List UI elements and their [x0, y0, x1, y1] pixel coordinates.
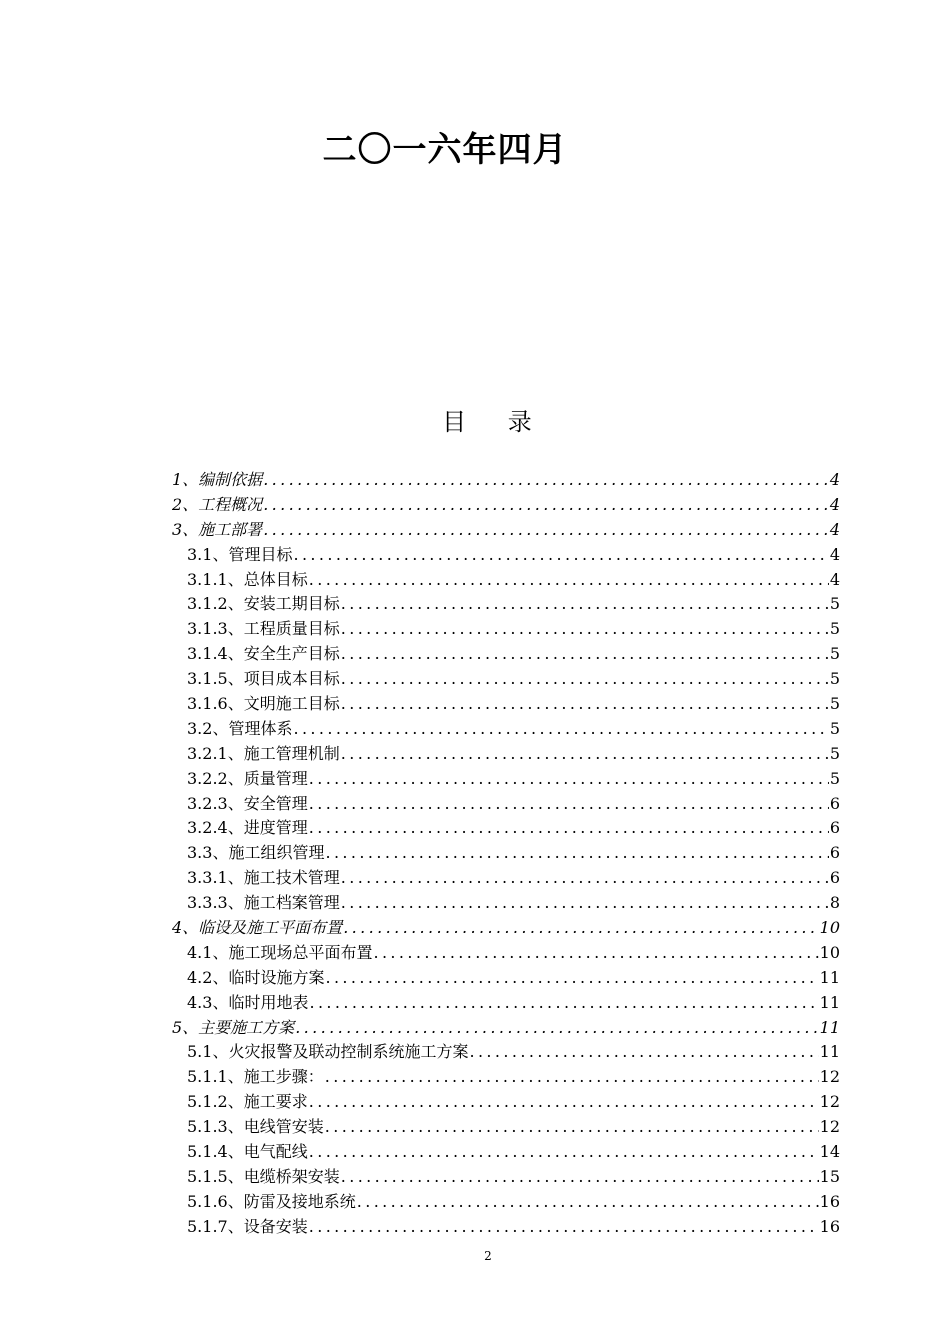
toc-entry-label: 3.2.1、施工管理机制 [187, 743, 340, 763]
toc-entry[interactable] [172, 691, 840, 716]
toc-entry[interactable] [172, 1015, 840, 1040]
toc-entry[interactable] [172, 741, 840, 766]
toc-dot-leader [293, 719, 828, 738]
toc-entry-page: 11 [819, 992, 840, 1012]
toc-entry-label: 3.2.3、安全管理 [187, 793, 308, 813]
toc-entry-page: 5 [829, 644, 840, 664]
toc-title: 目 录 [442, 408, 534, 436]
toc-entry[interactable] [172, 840, 840, 865]
toc-dot-leader [341, 594, 829, 613]
toc-entry-label: 3.3、施工组织管理 [187, 843, 325, 863]
toc-entry-label: 4.2、临时设施方案 [187, 967, 325, 987]
toc-entry[interactable] [172, 616, 840, 641]
toc-entry-page: 5 [829, 694, 840, 714]
toc-entry[interactable] [172, 1064, 840, 1089]
toc-dot-leader [341, 644, 829, 663]
toc-entry-label: 5.1.2、施工要求 [187, 1092, 308, 1112]
toc-entry-page: 16 [819, 1216, 840, 1236]
toc-entry-page: 15 [819, 1166, 840, 1186]
toc-dot-leader [341, 619, 829, 638]
toc-entry-page: 12 [819, 1067, 840, 1087]
toc-entry[interactable] [172, 791, 840, 816]
toc-entry[interactable] [172, 890, 840, 915]
toc-dot-leader [263, 520, 829, 539]
toc-entry-label: 3.2.2、质量管理 [187, 768, 308, 788]
toc-entry-label: 4.1、施工现场总平面布置 [187, 942, 373, 962]
toc-entry[interactable] [172, 591, 840, 616]
toc-dot-leader [309, 769, 829, 788]
page-number: 2 [484, 1249, 492, 1263]
toc-entry[interactable] [172, 542, 840, 567]
toc-dot-leader [309, 794, 829, 813]
toc-dot-leader [341, 744, 829, 763]
toc-entry-label: 4、临设及施工平面布置 [172, 918, 343, 938]
toc-entry-page: 4 [829, 544, 840, 564]
toc-entry[interactable] [172, 641, 840, 666]
toc-entry[interactable] [172, 766, 840, 791]
toc-entry-page: 11 [819, 1042, 840, 1062]
toc-entry-label: 3.1.6、文明施工目标 [187, 694, 340, 714]
toc-entry-label: 5.1.1、施工步骤： [187, 1067, 324, 1087]
toc-entry-page: 4 [829, 470, 840, 489]
toc-dot-leader [341, 893, 829, 912]
toc-entry-label: 1、编制依据 [172, 470, 263, 489]
toc-entry-label: 3.2、管理体系 [187, 718, 293, 738]
toc-entry[interactable] [172, 940, 840, 965]
toc-entry-page: 10 [819, 942, 840, 962]
toc-dot-leader [343, 918, 818, 937]
toc-entry[interactable] [172, 492, 840, 517]
toc-entry-label: 5.1、火灾报警及联动控制系统施工方案 [187, 1042, 469, 1062]
toc-entry-page: 5 [829, 768, 840, 788]
toc-entry-page: 5 [829, 743, 840, 763]
toc-entry[interactable] [172, 990, 840, 1015]
toc-dot-leader [309, 1142, 819, 1161]
toc-entry-page: 10 [819, 918, 840, 938]
toc-entry-label: 3.1.4、安全生产目标 [187, 644, 340, 664]
toc-entry-label: 5.1.5、电缆桥架安装 [187, 1166, 340, 1186]
toc-entry-page: 5 [829, 718, 840, 738]
toc-entry[interactable] [172, 666, 840, 691]
toc-entry-page: 5 [829, 619, 840, 639]
toc-entry[interactable] [172, 1214, 840, 1239]
toc-entry-page: 12 [819, 1092, 840, 1112]
toc-dot-leader [357, 1192, 819, 1211]
toc-entry-label: 5.1.4、电气配线 [187, 1142, 308, 1162]
toc-entry-page: 6 [829, 843, 840, 863]
toc-entry[interactable] [172, 815, 840, 840]
toc-entry-label: 3.3.1、施工技术管理 [187, 868, 340, 888]
toc-dot-leader [373, 943, 818, 962]
toc-entry-page: 6 [829, 793, 840, 813]
toc-entry-page: 4 [829, 569, 840, 589]
toc-entry-page: 4 [829, 494, 840, 514]
toc-entry[interactable] [172, 915, 840, 940]
toc-entry-page: 11 [819, 1017, 840, 1037]
toc-entry-page: 4 [829, 519, 840, 539]
toc-entry[interactable] [172, 517, 840, 542]
toc-entry-page: 5 [829, 669, 840, 689]
toc-dot-leader [293, 545, 828, 564]
toc-entry-page: 11 [819, 967, 840, 987]
toc-dot-leader [309, 570, 829, 589]
toc-dot-leader [325, 1067, 819, 1086]
toc-entry-label: 5、主要施工方案 [172, 1017, 295, 1037]
toc-dot-leader [341, 669, 829, 688]
toc-entry-label: 5.1.6、防雷及接地系统 [187, 1191, 356, 1211]
toc-dot-leader [309, 993, 818, 1012]
toc-entry-page: 6 [829, 818, 840, 838]
toc-entry-label: 4.3、临时用地表 [187, 992, 309, 1012]
toc-entry-page: 8 [829, 893, 840, 913]
toc-entry-page: 12 [819, 1117, 840, 1137]
toc-entry-label: 3.1.1、总体目标 [187, 569, 308, 589]
toc-entry[interactable] [172, 1089, 840, 1114]
toc-entry[interactable] [172, 1189, 840, 1214]
toc-dot-leader [263, 495, 829, 514]
toc-entry-label: 3、施工部署 [172, 519, 263, 539]
toc-dot-leader [469, 1042, 818, 1061]
table-of-contents [172, 467, 840, 1239]
toc-entry[interactable] [172, 1164, 840, 1189]
toc-dot-leader [263, 470, 829, 489]
toc-dot-leader [325, 968, 818, 987]
toc-entry-label: 5.1.3、电线管安装 [187, 1117, 324, 1137]
toc-entry-label: 3.1.3、工程质量目标 [187, 619, 340, 639]
toc-entry[interactable] [172, 865, 840, 890]
toc-entry[interactable] [172, 467, 840, 492]
toc-entry-label: 5.1.7、设备安装 [187, 1216, 308, 1236]
toc-entry-label: 2、工程概况 [172, 494, 263, 514]
toc-entry[interactable] [172, 716, 840, 741]
toc-entry[interactable] [172, 1139, 840, 1164]
toc-entry[interactable] [172, 1039, 840, 1064]
toc-entry-page: 6 [829, 868, 840, 888]
toc-entry[interactable] [172, 1114, 840, 1139]
toc-dot-leader [341, 868, 829, 887]
toc-entry-label: 3.1、管理目标 [187, 544, 293, 564]
toc-dot-leader [309, 1092, 819, 1111]
toc-dot-leader [341, 694, 829, 713]
toc-entry-label: 3.1.2、安装工期目标 [187, 594, 340, 614]
date-heading: 二〇一六年四月 [322, 130, 568, 170]
toc-dot-leader [309, 818, 829, 837]
toc-dot-leader [295, 1018, 818, 1037]
toc-dot-leader [341, 1167, 819, 1186]
toc-entry-page: 16 [819, 1191, 840, 1211]
toc-entry-page: 5 [829, 594, 840, 614]
toc-entry[interactable] [172, 965, 840, 990]
toc-dot-leader [325, 1117, 819, 1136]
toc-dot-leader [309, 1217, 819, 1236]
toc-entry[interactable] [172, 567, 840, 592]
toc-entry-label: 3.1.5、项目成本目标 [187, 669, 340, 689]
toc-entry-label: 3.2.4、进度管理 [187, 818, 308, 838]
toc-entry-label: 3.3.3、施工档案管理 [187, 893, 340, 913]
toc-dot-leader [325, 843, 828, 862]
toc-entry-page: 14 [819, 1142, 840, 1162]
